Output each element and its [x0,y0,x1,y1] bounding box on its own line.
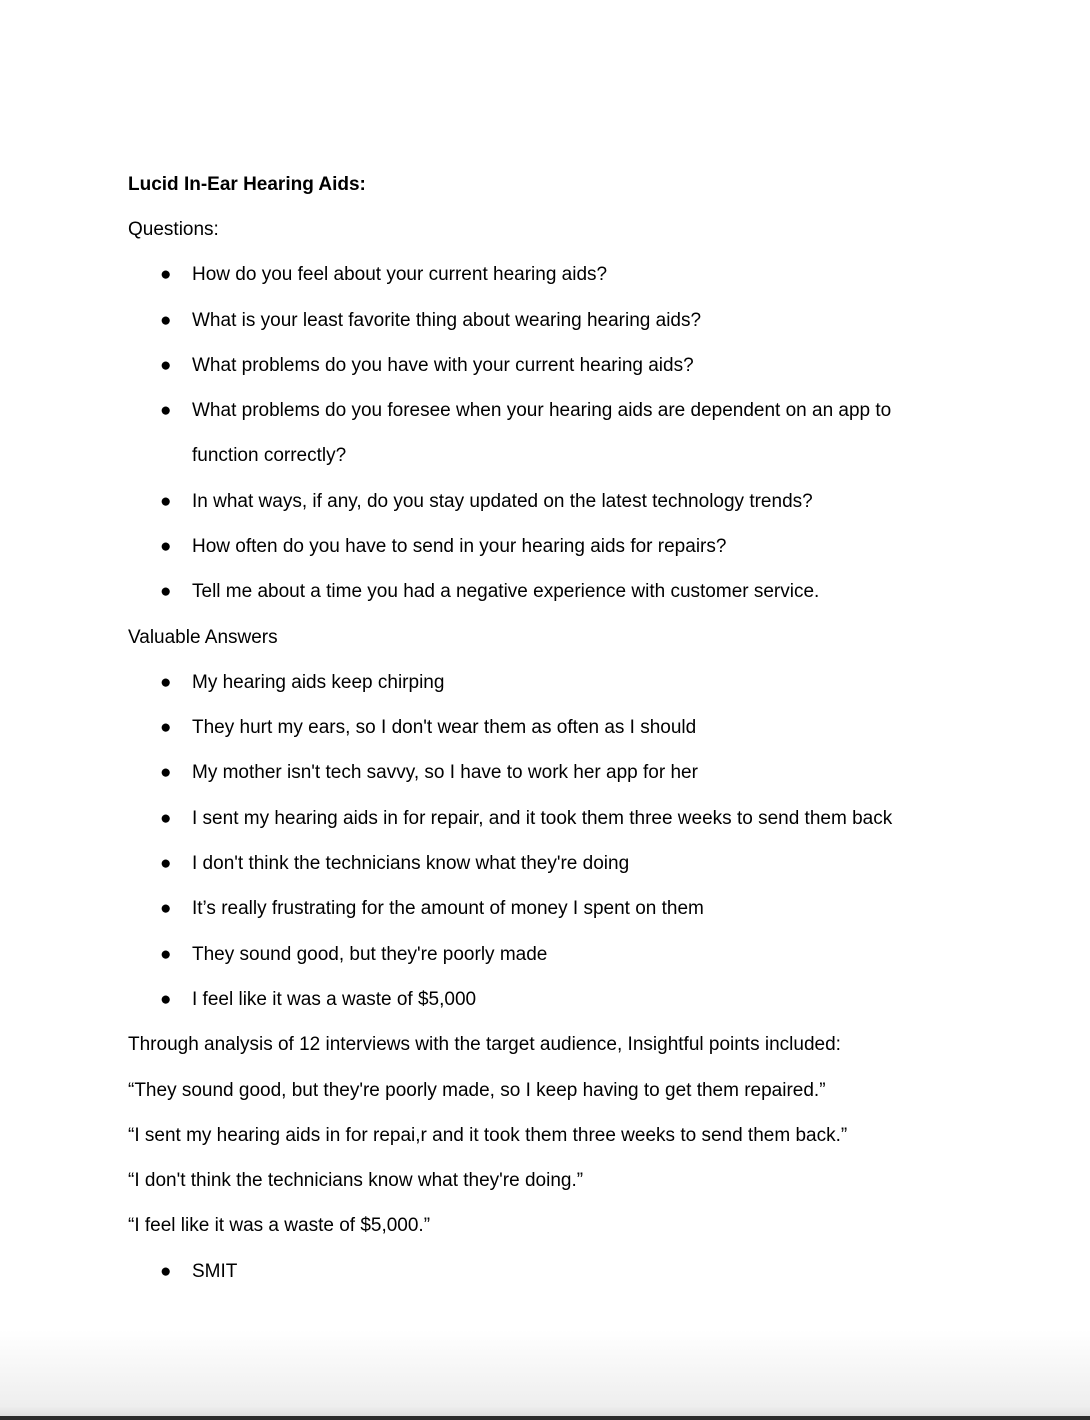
bullet-icon: ● [160,264,172,285]
bullet-icon: ● [160,1261,172,1282]
final-bullet-text: SMIT [192,1261,238,1282]
bullet-icon: ● [160,536,172,557]
question-text: In what ways, if any, do you stay updated on the latest technology trends? [192,491,813,512]
bullet-icon: ● [160,310,172,331]
answer-text: I feel like it was a waste of $5,000 [192,989,477,1010]
window-bottom-edge [0,1416,1090,1420]
answer-text: They hurt my ears, so I don't wear them as often as I should [192,717,697,738]
answer-text: I don't think the technicians know what they're doing [192,853,630,874]
bullet-icon: ● [160,581,172,602]
answers-heading: Valuable Answers [128,627,278,648]
bullet-icon: ● [160,355,172,376]
question-text: What problems do you have with your current hearing aids? [192,355,694,376]
analysis-intro: Through analysis of 12 interviews with the target audience, Insightful points included: [128,1034,841,1055]
questions-heading: Questions: [128,219,219,240]
question-text: What is your least favorite thing about wearing hearing aids? [192,310,702,331]
bullet-icon: ● [160,853,172,874]
bullet-icon: ● [160,762,172,783]
answer-text: It’s really frustrating for the amount of money I spent on them [192,898,704,919]
bullet-icon: ● [160,400,172,421]
question-text: How do you feel about your current hearing aids? [192,264,608,285]
answer-text: My hearing aids keep chirping [192,672,445,693]
bullet-icon: ● [160,898,172,919]
answer-text: I sent my hearing aids in for repair, and it took them three weeks to send them back [192,808,893,829]
bullet-icon: ● [160,672,172,693]
page-bottom-shadow [0,1330,1090,1420]
quote-text: “I sent my hearing aids in for repai,r and it took them three weeks to send them back.” [128,1125,848,1146]
answer-text: My mother isn't tech savvy, so I have to work her app for her [192,762,698,783]
quote-text: “I don't think the technicians know what they're doing.” [128,1170,584,1191]
question-text: Tell me about a time you had a negative experience with customer service. [192,581,820,602]
bullet-icon: ● [160,989,172,1010]
bullet-icon: ● [160,944,172,965]
document-title: Lucid In-Ear Hearing Aids: [128,174,366,195]
quote-text: “I feel like it was a waste of $5,000.” [128,1215,431,1236]
question-text: function correctly? [192,445,347,466]
quote-text: “They sound good, but they're poorly made, so I keep having to get them repaired.” [128,1080,826,1101]
bullet-icon: ● [160,717,172,738]
question-text: How often do you have to send in your hearing aids for repairs? [192,536,727,557]
answer-text: They sound good, but they're poorly made [192,944,548,965]
bullet-icon: ● [160,491,172,512]
bullet-icon: ● [160,808,172,829]
question-text: What problems do you foresee when your hearing aids are dependent on an app to [192,400,892,421]
